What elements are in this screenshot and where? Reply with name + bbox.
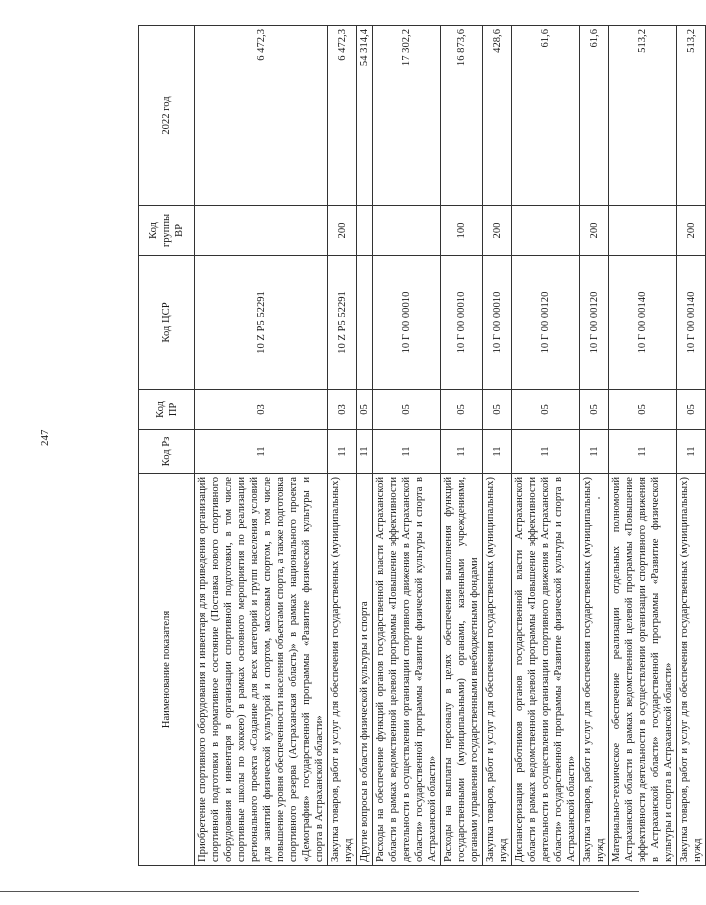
cell-pr: 05: [580, 390, 609, 430]
cell-csr: 10 Z P5 52291: [195, 256, 328, 390]
cell-vr: 200: [677, 206, 706, 256]
cell-name: Диспансеризация работников органов государственной власти Астраханской области в рамках ведомственной целевой программы «Повышение эффективности деятельности в осуществлении организации спортивного движения в Астраханской области» государственной программы «Развитие физической культуры и спорта в Астраханской области»: [512, 474, 580, 866]
budget-table: [138, 25, 706, 866]
table-row: [195, 26, 328, 866]
cell-vr: [195, 206, 328, 256]
cell-pr: 03: [328, 390, 357, 430]
cell-val: 428,6: [483, 26, 512, 206]
header-vr: Код группы ВР: [139, 206, 195, 256]
cell-name: Материально-техническое обеспечение реализации отдельных полномочий Астраханской области в рамках ведомственной целевой программы «Повышение эффективности деятельности в осуществлении организации спортивного движения в Астраханской области» государственной программы «Развитие физической культуры и спорта в Астраханской области»: [609, 474, 677, 866]
cell-pr: 05: [483, 390, 512, 430]
cell-pr: 05: [357, 390, 373, 430]
cell-vr: [373, 206, 441, 256]
table-row: [609, 26, 677, 866]
cell-pr: 05: [609, 390, 677, 430]
scan-speck: [598, 497, 600, 499]
header-csr: Код ЦСР: [139, 256, 195, 390]
header-name: Наименование показателя: [139, 474, 195, 866]
cell-vr: [512, 206, 580, 256]
cell-val: 513,2: [677, 26, 706, 206]
cell-csr: 10 Г 00 00140: [677, 256, 706, 390]
cell-rz: 11: [609, 430, 677, 474]
cell-val: 6 472,3: [328, 26, 357, 206]
table-row: [441, 26, 483, 866]
table-row: [328, 26, 357, 866]
cell-name: Закупка товаров, работ и услуг для обеспечения государственных (муниципальных) нужд: [483, 474, 512, 866]
cell-vr: 100: [441, 206, 483, 256]
header-row: [139, 26, 195, 866]
cell-name: Расходы на обеспечение функций органов государственной власти Астраханской области в рамках ведомственной целевой программы «Повышение эффективности деятельности в осуществлении организации спортивного движения в Астраханской области» государственной программы «Развитие физической культуры и спорта в Астраханской области»: [373, 474, 441, 866]
cell-name: Закупка товаров, работ и услуг для обеспечения государственных (муниципальных) нужд: [328, 474, 357, 866]
cell-rz: 11: [373, 430, 441, 474]
header-rz: Код Рз: [139, 430, 195, 474]
cell-vr: 200: [580, 206, 609, 256]
rotated-budget-table: [138, 26, 703, 866]
table-row: [580, 26, 609, 866]
cell-rz: 11: [195, 430, 328, 474]
cell-val: 54 314,4: [357, 26, 373, 206]
cell-csr: 10 Г 00 00010: [373, 256, 441, 390]
header-pr: Код ПР: [139, 390, 195, 430]
cell-rz: 11: [580, 430, 609, 474]
table-body: [195, 26, 706, 866]
cell-rz: 11: [512, 430, 580, 474]
cell-vr: 200: [483, 206, 512, 256]
cell-rz: 11: [441, 430, 483, 474]
cell-csr: 10 Г 00 00010: [483, 256, 512, 390]
cell-rz: 11: [357, 430, 373, 474]
cell-name: Закупка товаров, работ и услуг для обеспечения государственных (муниципальных) нужд: [677, 474, 706, 866]
cell-val: 61,6: [580, 26, 609, 206]
cell-rz: 11: [328, 430, 357, 474]
cell-csr: 10 Г 00 00120: [580, 256, 609, 390]
cell-pr: 05: [373, 390, 441, 430]
cell-csr: [357, 256, 373, 390]
cell-name: Расходы на выплаты персоналу в целях обеспечения выполнения функций государственными (муниципальными) органами, казенными учреждениями, органами управления государственными внебюджетными фондами: [441, 474, 483, 866]
table-row: [357, 26, 373, 866]
cell-name: Другие вопросы в области физической культуры и спорта: [357, 474, 373, 866]
cell-pr: 05: [441, 390, 483, 430]
cell-name: Закупка товаров, работ и услуг для обеспечения государственных (муниципальных) нужд: [580, 474, 609, 866]
page-edge-line: [0, 891, 639, 892]
cell-pr: 05: [677, 390, 706, 430]
page-number: 247: [39, 429, 51, 446]
cell-rz: 11: [483, 430, 512, 474]
header-year: 2022 год: [139, 26, 195, 206]
cell-val: 6 472,3: [195, 26, 328, 206]
cell-vr: [609, 206, 677, 256]
cell-val: 16 873,6: [441, 26, 483, 206]
cell-name: Приобретение спортивного оборудования и инвентаря для приведения организаций спортивной подготовки в нормативное состояние (Поставка нового спортивного оборудования и инвентаря в организации спортивной подготовки, в том числе спортивные школы по хоккею) в рамках основного мероприятия по реализации регионального проекта «Создание для всех категорий и групп населения условий для занятий физической культурой и спортом, массовым спортом, в том числе повышение уровня обеспеченности населения объектами спорта, а также подготовка спортивного резерва (Астраханская область)» в рамках национального проекта «Демография» государственной программы «Развитие физической культуры и спорта в Астраханской области»: [195, 474, 328, 866]
cell-vr: [357, 206, 373, 256]
cell-val: 513,2: [609, 26, 677, 206]
cell-vr: 200: [328, 206, 357, 256]
cell-pr: 05: [512, 390, 580, 430]
cell-val: 17 302,2: [373, 26, 441, 206]
cell-csr: 10 Г 00 00120: [512, 256, 580, 390]
cell-rz: 11: [677, 430, 706, 474]
cell-csr: 10 Z P5 52291: [328, 256, 357, 390]
table-row: [677, 26, 706, 866]
cell-val: 61,6: [512, 26, 580, 206]
table-row: [512, 26, 580, 866]
table-row: [373, 26, 441, 866]
cell-csr: 10 Г 00 00010: [441, 256, 483, 390]
cell-csr: 10 Г 00 00140: [609, 256, 677, 390]
cell-pr: 03: [195, 390, 328, 430]
table-row: [483, 26, 512, 866]
